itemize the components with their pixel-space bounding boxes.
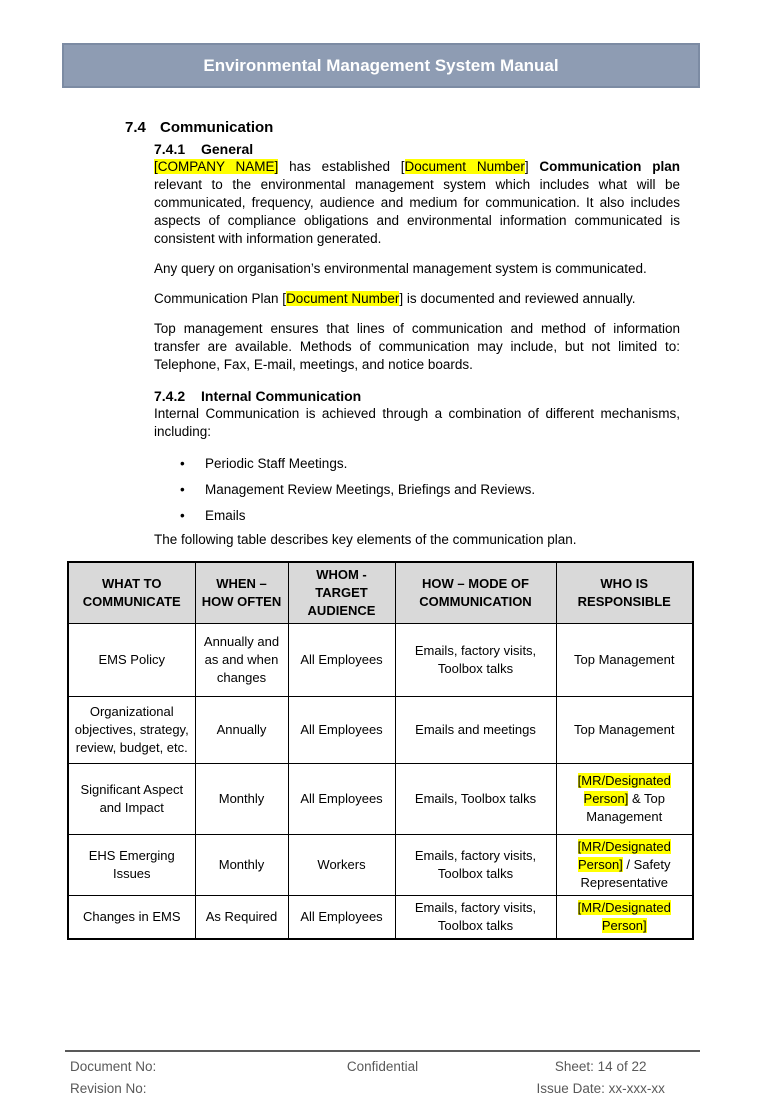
- paragraph-text: ] is documented and reviewed annually.: [399, 291, 636, 306]
- page-footer: [65, 1050, 700, 1100]
- col-header-how: HOW – MODE OF COMMUNICATION: [395, 562, 556, 624]
- header-banner: [62, 43, 700, 88]
- cell-who: [556, 697, 693, 764]
- cell-whom: All Employees: [288, 896, 395, 940]
- document-no-label: Document No:: [70, 1059, 157, 1074]
- list-item: • Emails: [180, 507, 762, 525]
- cell-who: [556, 835, 693, 896]
- table-row: [68, 764, 693, 835]
- document-number-placeholder: Document Number: [404, 159, 525, 174]
- table-row: [68, 835, 693, 896]
- footer-left: [65, 1056, 294, 1100]
- cell-how: Emails, factory visits, Toolbox talks: [395, 624, 556, 697]
- issue-date: Issue Date: xx-xxx-xx: [536, 1081, 665, 1096]
- col-header-who: WHO IS RESPONSIBLE: [556, 562, 693, 624]
- mr-designated-placeholder: [MR/Designated Person]: [577, 773, 671, 806]
- company-name-placeholder: [COMPANY NAME]: [154, 159, 279, 174]
- cell-what: EMS Policy: [68, 624, 195, 697]
- section-number: 7.4.2: [154, 388, 186, 404]
- page-content: [0, 118, 762, 940]
- footer-right: [471, 1056, 700, 1100]
- paragraph-general-2: Any query on organisation’s environmental management system is communicated.: [154, 261, 647, 276]
- communication-plan-table: [67, 561, 694, 940]
- paragraph-table-intro: The following table describes key elements of the communication plan.: [154, 532, 577, 547]
- section-heading-7-4-2: [154, 387, 762, 405]
- paragraph-text: Communication Plan [: [154, 291, 287, 306]
- cell-when: Monthly: [195, 764, 288, 835]
- cell-who: [556, 764, 693, 835]
- mr-designated-placeholder: [MR/Designated Person]: [577, 839, 671, 872]
- confidential-label: Confidential: [346, 1059, 419, 1074]
- section-heading-7-4-1: [154, 140, 762, 158]
- cell-when: As Required: [195, 896, 288, 940]
- cell-text: / Safety Representative: [580, 857, 671, 890]
- communication-plan-bold: Communication plan: [539, 159, 680, 174]
- cell-what: Significant Aspect and Impact: [68, 764, 195, 835]
- section-title: Internal Communication: [201, 388, 362, 404]
- paragraph-text: ]: [524, 159, 540, 174]
- document-title: Environmental Management System Manual: [203, 55, 559, 75]
- cell-who: [556, 624, 693, 697]
- cell-when: Monthly: [195, 835, 288, 896]
- cell-how: Emails, factory visits, Toolbox talks: [395, 896, 556, 940]
- revision-no-label: Revision No:: [70, 1081, 147, 1096]
- list-item: • Management Review Meetings, Briefings and Reviews.: [180, 481, 762, 499]
- cell-whom: All Employees: [288, 697, 395, 764]
- table-header-row: [68, 562, 693, 624]
- cell-when: Annually and as and when changes: [195, 624, 288, 697]
- footer-center: [294, 1056, 472, 1100]
- section-title: General: [201, 141, 254, 157]
- section-heading-7-4: [125, 118, 762, 137]
- cell-whom: Workers: [288, 835, 395, 896]
- table-row: [68, 896, 693, 940]
- cell-whom: All Employees: [288, 624, 395, 697]
- paragraph-text: has established [: [278, 159, 405, 174]
- cell-whom: All Employees: [288, 764, 395, 835]
- mechanisms-bullet-list: [180, 455, 762, 525]
- paragraph-general-4: Top management ensures that lines of communication and method of information transfer are available. Methods of communication may include, but not limited to: Telephone, Fax, E-mail, meetings, and notice boards.: [154, 321, 680, 372]
- table-row: [68, 697, 693, 764]
- cell-who: [556, 896, 693, 940]
- cell-text: & Top Management: [586, 791, 665, 824]
- cell-how: Emails, Toolbox talks: [395, 764, 556, 835]
- mr-designated-placeholder: [MR/Designated Person]: [577, 900, 671, 933]
- cell-what: Organizational objectives, strategy, review, budget, etc.: [68, 697, 195, 764]
- col-header-whom: WHOM - TARGET AUDIENCE: [288, 562, 395, 624]
- col-header-when: WHEN – HOW OFTEN: [195, 562, 288, 624]
- cell-when: Annually: [195, 697, 288, 764]
- cell-what: EHS Emerging Issues: [68, 835, 195, 896]
- table-row: [68, 624, 693, 697]
- paragraph-internal-comm: Internal Communication is achieved through a combination of different mechanisms, including:: [154, 406, 680, 439]
- section-number: 7.4.1: [154, 141, 186, 157]
- cell-text: Top Management: [574, 652, 675, 667]
- section-number: 7.4: [125, 119, 146, 136]
- cell-text: Top Management: [574, 722, 675, 737]
- col-header-what: WHAT TO COMMUNICATE: [68, 562, 195, 624]
- paragraph-general-3: [154, 290, 680, 308]
- cell-how: Emails, factory visits, Toolbox talks: [395, 835, 556, 896]
- section-title: Communication: [160, 119, 274, 136]
- document-number-placeholder: Document Number: [286, 291, 400, 306]
- list-item: • Periodic Staff Meetings.: [180, 455, 762, 473]
- paragraph-general-1: [154, 158, 680, 248]
- paragraph-text: relevant to the environmental management system which includes what will be communicated, frequency, audience and medium for communication. It also includes aspects of compliance obligations and environmental information communicated is consistent with information generated.: [154, 177, 680, 246]
- cell-how: Emails and meetings: [395, 697, 556, 764]
- cell-what: Changes in EMS: [68, 896, 195, 940]
- sheet-number: Sheet: 14 of 22: [554, 1059, 647, 1074]
